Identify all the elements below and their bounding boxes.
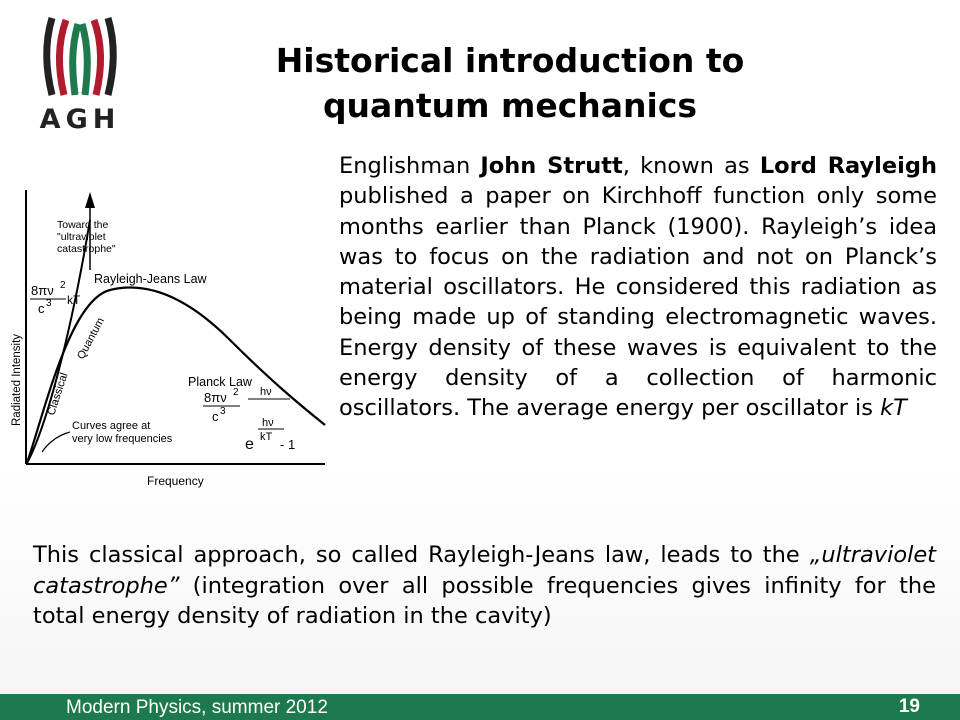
agh-logo: [30, 10, 130, 140]
footer-text: Modern Physics, summer 2012: [66, 697, 328, 718]
logo-text: AGH: [39, 104, 121, 135]
pl-minus-one: - 1: [280, 437, 296, 452]
rj-law-label: Rayleigh-Jeans Law: [94, 272, 207, 286]
pl-e: e: [245, 436, 254, 453]
rj-formula-sup: 2: [60, 280, 66, 291]
pl-formula-den: c: [212, 409, 219, 424]
agree-label-2: very low frequencies: [72, 433, 173, 445]
x-axis-label: Frequency: [147, 474, 204, 488]
arrow-label-1: Toward the: [57, 219, 109, 231]
arrow-label-2: "ultraviolet: [57, 231, 106, 243]
rj-formula-num: 8πν: [31, 283, 54, 298]
rj-formula-kt: kT: [67, 293, 81, 307]
kt-symbol: kT: [880, 395, 907, 422]
rj-formula-den: c: [38, 301, 45, 316]
agree-label-1: Curves agree at: [72, 420, 151, 432]
bottom-text-2: (integration over all possible frequencies gives infinity for the total energy density of radiation in the cavity): [33, 572, 936, 629]
title-line-2: quantum mechanics: [322, 86, 698, 125]
name-john-strutt: John Strutt: [480, 153, 623, 179]
quantum-label: Quantum: [75, 315, 107, 362]
footer-bar: [0, 694, 960, 720]
para-text-3: published a paper on Kirchhoff function only some months earlier than Planck (1900). Rayleigh’s idea was to focus on the radiation and not on Planck’s material oscillators. He considered this radiation as being made up of standing electromagnetic waves. Energy density of these waves is equivalent to the energy density of a collection of harmonic oscillators. The average energy per oscillator is: [339, 183, 937, 422]
bottom-text-1: This classical approach, so called Rayleigh-Jeans law, leads to the: [33, 542, 810, 568]
arrow-label-3: catastrophe": [57, 243, 116, 255]
agh-emblem-icon: [30, 10, 130, 102]
y-axis-label: Radiated Intensity: [11, 333, 23, 426]
name-lord-rayleigh: Lord Rayleigh: [759, 153, 937, 179]
classical-approach-paragraph: [33, 540, 936, 632]
para-text-1: Englishman: [339, 153, 481, 179]
rj-formula-den-sup: 3: [46, 298, 52, 309]
planck-law-label: Planck Law: [188, 375, 252, 389]
pl-hv-bottom: hν: [262, 417, 274, 429]
para-text-2: , known as: [622, 153, 760, 179]
page-title: [150, 38, 870, 128]
pl-formula-den-sup: 3: [220, 406, 226, 417]
rayleigh-paragraph: [339, 151, 937, 424]
classical-label: Classical: [45, 371, 71, 417]
pl-formula-sup: 2: [233, 387, 239, 398]
uv-catastrophe-quote: „ultraviolet catastrophe”: [33, 542, 936, 599]
uv-arrow-head-icon: [85, 192, 95, 208]
blackbody-figure: [0, 180, 330, 500]
title-line-1: Historical introduction to: [275, 41, 745, 80]
pl-kt: kT: [260, 431, 273, 443]
agree-pointer: [42, 432, 70, 452]
blackbody-plot: [0, 180, 330, 500]
pl-formula-num: 8πν: [204, 390, 227, 405]
pl-hv-top: hν: [260, 386, 272, 398]
page-number: 19: [898, 696, 920, 717]
